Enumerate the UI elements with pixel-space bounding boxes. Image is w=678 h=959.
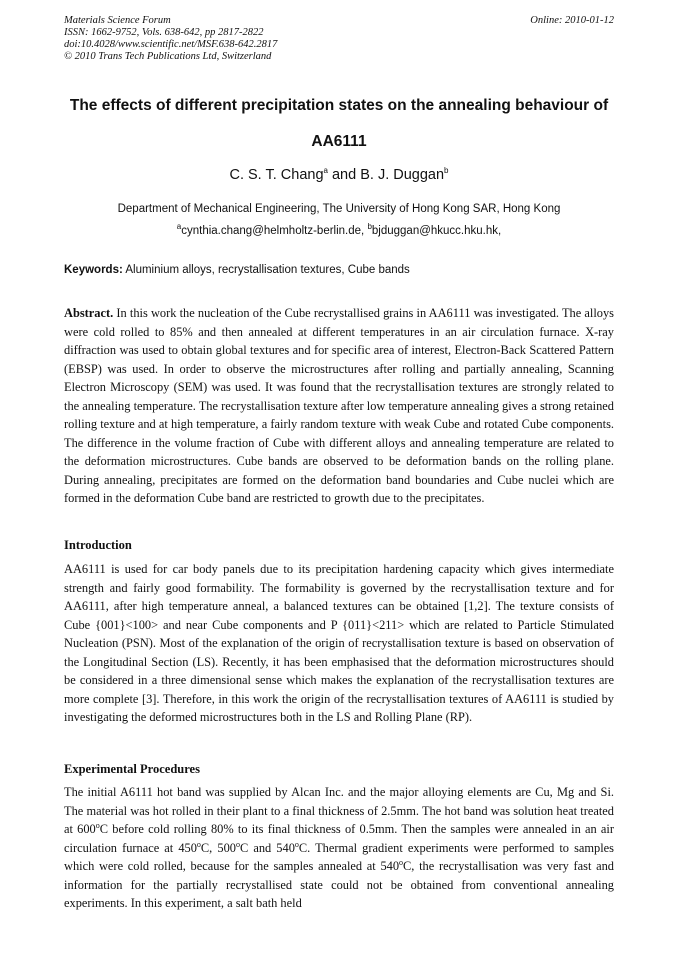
author-1-affil-mark: a xyxy=(323,166,328,176)
affiliation: Department of Mechanical Engineering, The University of Hong Kong SAR, Hong Kong xyxy=(117,203,561,215)
introduction-text: AA6111 is used for car body panels due to its precipitation hardening capacity which gives intermediate strength and fairly good formability. The formability is governed by the recrystallisation texture and for AA6111, after high temperature anneal, a balanced textures can be obtained [1,2]. The texture consists of Cube {001}<100> and near Cube components and P {011}<211> which are related to Particle Stimulated Nucleation (PSN). Most of the explanation of the origin of recrystallisation texture is based on observation of the Longitudinal Section (LS). Recently, it has been emphasised that the deformation microstructures should be considered in a three dimensional sense which makes the explanation of the recrystallisation textures are more complete [3]. Therefore, in this work the origin of the recrystallisation textures of AA6111 is studied by investigating the deformed microstructures both in the LS and Rolling Plane (RP). xyxy=(64,562,614,724)
issn: ISSN: 1662-9752, Vols. 638-642, pp 2817-2822 xyxy=(64,27,264,38)
author-1: C. S. T. Chang xyxy=(229,167,324,183)
introduction-heading: Introduction xyxy=(64,538,132,552)
degree-mark: o xyxy=(235,839,240,849)
online-date: Online: 2010-01-12 xyxy=(530,15,614,26)
author-2-affil-mark: b xyxy=(444,166,449,176)
exp-text-6: C, the recrystallisation was very fast and information for the partially recrystallised state could not be obtained from conventional annealing experiments. In this experiment, a salt bath held xyxy=(64,859,614,910)
keywords xyxy=(64,264,614,276)
abstract-label: Abstract. xyxy=(64,306,114,320)
paper-title xyxy=(40,88,638,160)
exp-text-4: C and 540 xyxy=(239,840,295,855)
emails xyxy=(0,222,678,237)
abstract-text: In this work the nucleation of the Cube recrystallised grains in AA6111 was investigated. The alloys were cold rolled to 85% and then annealed at different temperatures in an air circulation furnace. X-ray diffraction was used to obtain global textures and for specific area of interest, Electron-Back Scattered Pattern (EBSP) was used. In order to observe the microstructures after rolling and partially annealing, Scanning Electron Microscopy (SEM) was used. It was found that the recrystallisation textures are strongly related to the annealing temperature. The recrystallisation texture after low temperature annealing gives a strong retained rolling texture and at high temperature, a fairly random texture with weak Cube and rotated Cube components. The difference in the volume fraction of Cube with different alloys and annealing temperature are related to the deformation microstructures. Cube bands are observed to be deformation bands on the rolling plane. During annealing, precipitates are formed on the deformation band boundaries and Cube nuclei which are formed in the deformation Cube band are restricted to growth due to the precipitates. xyxy=(64,306,614,505)
exp-text-1: The initial A6111 hot band was supplied by Alcan Inc. and the major alloying elements are Cu, Mg and Si. The material was hot rolled in their plant to a final thickness of 2.5mm. The hot band was solution heat treated at 600 xyxy=(64,785,614,836)
degree-mark: o xyxy=(399,857,404,867)
doi: doi:10.4028/www.scientific.net/MSF.638-642.2817 xyxy=(64,39,278,50)
journal-header xyxy=(64,15,614,63)
exp-text-2: C before cold rolling 80% to its final thickness of 0.5mm. Then the samples were annealed in an air circulation furnace at 450 xyxy=(64,822,614,855)
degree-mark: o xyxy=(95,820,100,830)
experimental-heading: Experimental Procedures xyxy=(64,762,200,776)
copyright: © 2010 Trans Tech Publications Ltd, Switzerland xyxy=(64,51,272,62)
title-line-1: The effects of different precipitation states on the annealing behaviour of xyxy=(69,97,609,114)
abstract xyxy=(64,304,614,508)
exp-text-5: C. Thermal gradient experiments were performed to samples which were cold rolled, because for the samples annealed at 540 xyxy=(64,840,614,873)
author-2: B. J. Duggan xyxy=(360,167,445,183)
degree-mark: o xyxy=(196,839,201,849)
journal-name: Materials Science Forum xyxy=(64,15,171,26)
email-2-mark: b xyxy=(367,222,372,232)
experimental-text xyxy=(64,783,614,913)
keywords-text: Aluminium alloys, recrystallisation textures, Cube bands xyxy=(122,264,410,276)
email-2: bjduggan@hkucc.hku.hk, xyxy=(371,225,502,237)
email-1: cynthia.chang@helmholtz-berlin.de, xyxy=(181,225,368,237)
exp-text-3: C, 500 xyxy=(200,840,236,855)
degree-mark: o xyxy=(294,839,299,849)
authors xyxy=(0,167,678,183)
keywords-label: Keywords: xyxy=(64,264,123,276)
authors-and: and xyxy=(327,167,361,183)
email-1-mark: a xyxy=(176,222,182,232)
title-line-2: AA6111 xyxy=(311,133,367,150)
